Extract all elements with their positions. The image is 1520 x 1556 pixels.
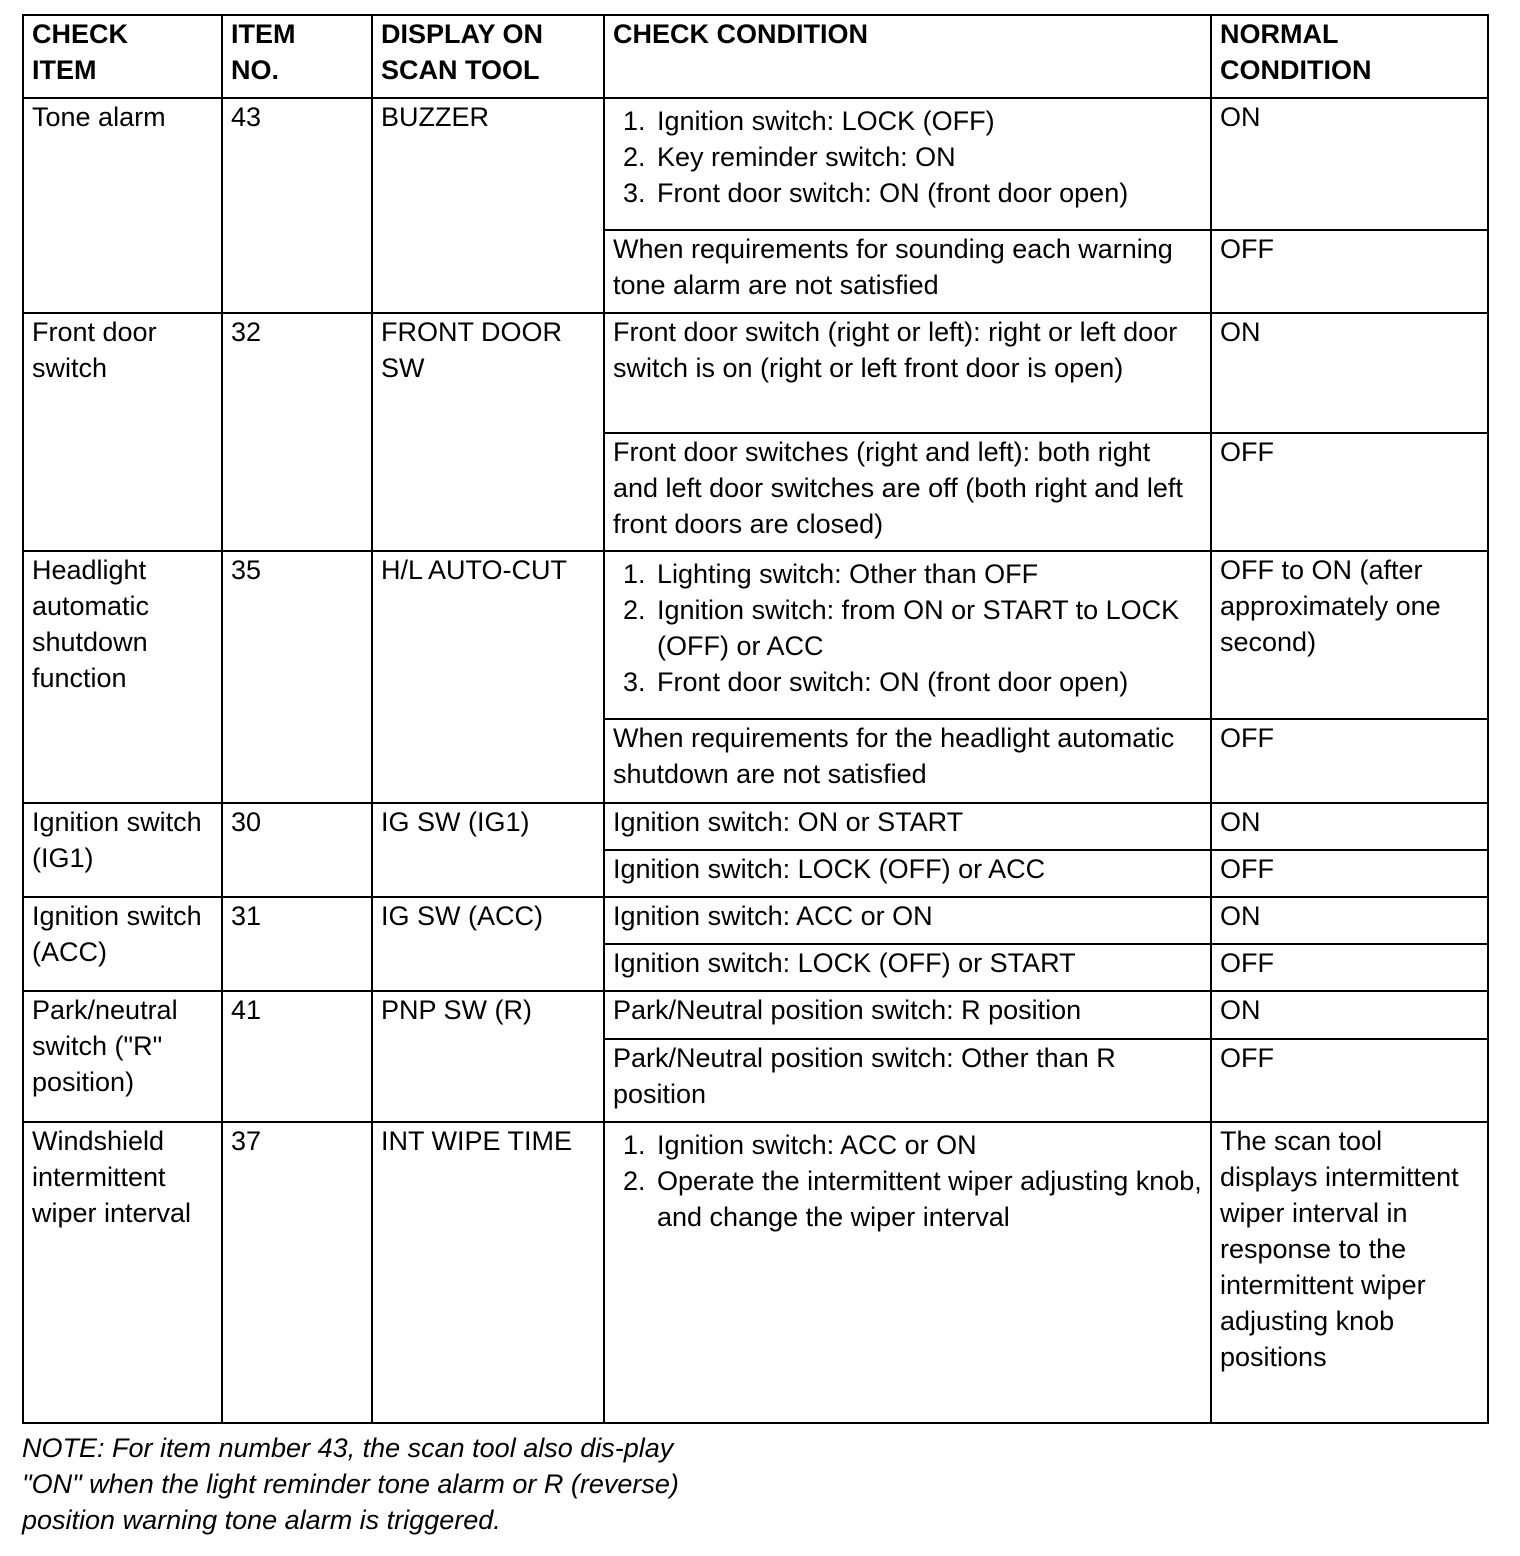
normal-condition: ON: [1211, 991, 1488, 1039]
check-item: Windshield intermittent wiper interval: [23, 1122, 222, 1423]
item-no: 31: [222, 897, 372, 991]
normal-condition: ON: [1211, 98, 1488, 230]
item-no: 37: [222, 1122, 372, 1423]
normal-condition: OFF: [1211, 850, 1488, 897]
check-item: Headlight automatic shutdown function: [23, 551, 222, 803]
check-condition: Park/Neutral position switch: Other than R position: [604, 1039, 1211, 1122]
header-check-condition: CHECK CONDITION: [604, 15, 1211, 98]
display: IG SW (IG1): [372, 803, 604, 897]
normal-condition: OFF: [1211, 433, 1488, 551]
display: PNP SW (R): [372, 991, 604, 1122]
display: BUZZER: [372, 98, 604, 313]
header-check-item: CHECK ITEM: [23, 15, 222, 98]
item-no: 30: [222, 803, 372, 897]
header-display: DISPLAY ON SCAN TOOL: [372, 15, 604, 98]
check-condition: Ignition switch: ACC or ON: [604, 897, 1211, 944]
normal-condition: The scan tool displays intermittent wiper interval in response to the intermittent wiper adjusting knob positions: [1211, 1122, 1488, 1423]
check-condition: When requirements for the headlight automatic shutdown are not satisfied: [604, 719, 1211, 803]
display: INT WIPE TIME: [372, 1122, 604, 1423]
footnote: NOTE: For item number 43, the scan tool also dis-play "ON" when the light reminder tone alarm or R (reverse) position warning tone alarm is triggered.: [22, 1433, 679, 1535]
check-item: Ignition switch (IG1): [23, 803, 222, 897]
table-row: [23, 803, 1488, 850]
display: H/L AUTO-CUT: [372, 551, 604, 803]
table-row: [23, 897, 1488, 944]
table-row: [23, 551, 1488, 719]
check-item: Park/neutral switch ("R" position): [23, 991, 222, 1122]
item-no: 43: [222, 98, 372, 313]
header-row: [23, 15, 1488, 98]
table-row: [23, 1122, 1488, 1423]
normal-condition: OFF: [1211, 230, 1488, 313]
header-item-no: ITEM NO.: [222, 15, 372, 98]
condition-step: 1. Ignition switch: LOCK (OFF): [653, 103, 1202, 139]
condition-step: 1. Lighting switch: Other than OFF: [653, 556, 1202, 592]
condition-step: 3. Front door switch: ON (front door open): [653, 175, 1202, 211]
display: FRONT DOOR SW: [372, 313, 604, 551]
item-no: 41: [222, 991, 372, 1122]
condition-step: 1. Ignition switch: ACC or ON: [653, 1127, 1202, 1163]
check-condition: Ignition switch: ON or START: [604, 803, 1211, 850]
table-row: [23, 98, 1488, 230]
normal-condition: ON: [1211, 313, 1488, 433]
display: IG SW (ACC): [372, 897, 604, 991]
condition-step: 2. Ignition switch: from ON or START to LOCK (OFF) or ACC: [653, 592, 1202, 664]
condition-step: 3. Front door switch: ON (front door open): [653, 664, 1202, 700]
normal-condition: OFF to ON (after approximately one second): [1211, 551, 1488, 719]
check-condition: [604, 1122, 1211, 1423]
header-normal-condition: NORMAL CONDITION: [1211, 15, 1488, 98]
check-item: Front door switch: [23, 313, 222, 551]
table-row: [23, 991, 1488, 1039]
item-no: 32: [222, 313, 372, 551]
check-condition: Ignition switch: LOCK (OFF) or START: [604, 944, 1211, 991]
check-condition: Ignition switch: LOCK (OFF) or ACC: [604, 850, 1211, 897]
check-condition: Front door switch (right or left): right or left door switch is on (right or left front door is open): [604, 313, 1211, 433]
check-item: Tone alarm: [23, 98, 222, 313]
item-no: 35: [222, 551, 372, 803]
normal-condition: OFF: [1211, 719, 1488, 803]
check-condition: Front door switches (right and left): both right and left door switches are off (both right and left front doors are closed): [604, 433, 1211, 551]
normal-condition: ON: [1211, 897, 1488, 944]
check-condition: [604, 551, 1211, 719]
check-item: Ignition switch (ACC): [23, 897, 222, 991]
table-row: [23, 313, 1488, 433]
check-condition: [604, 98, 1211, 230]
normal-condition: OFF: [1211, 944, 1488, 991]
normal-condition: OFF: [1211, 1039, 1488, 1122]
check-condition: Park/Neutral position switch: R position: [604, 991, 1211, 1039]
condition-step: 2. Key reminder switch: ON: [653, 139, 1202, 175]
normal-condition: ON: [1211, 803, 1488, 850]
check-table: [22, 14, 1489, 1424]
condition-step: 2. Operate the intermittent wiper adjusting knob, and change the wiper interval: [653, 1163, 1202, 1235]
check-condition: When requirements for sounding each warning tone alarm are not satisfied: [604, 230, 1211, 313]
